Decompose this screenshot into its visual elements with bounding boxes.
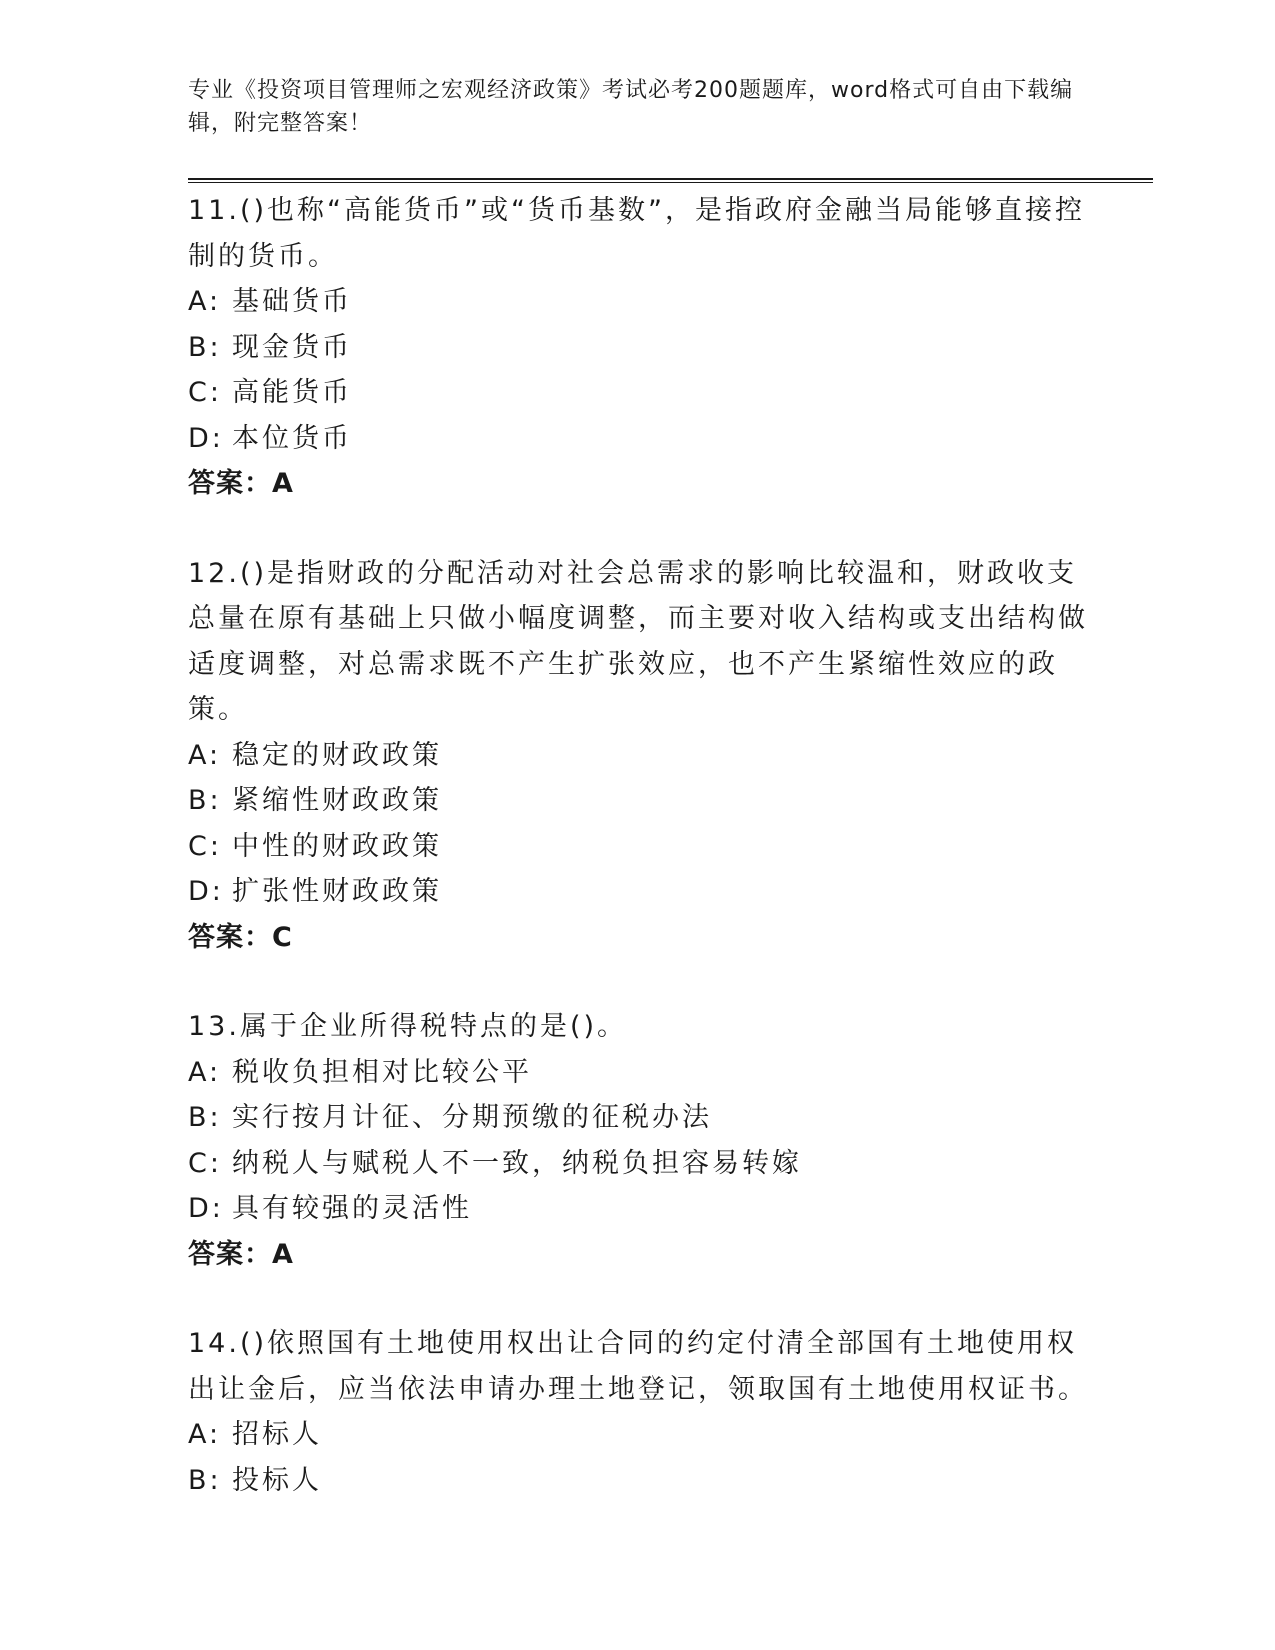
option-text: 投标人 <box>232 1464 322 1496</box>
option-text: 中性的财政政策 <box>232 830 442 862</box>
option-text: 现金货币 <box>232 331 352 363</box>
option-b <box>188 778 1088 824</box>
option-letter: A: <box>188 1419 222 1450</box>
option-d <box>188 869 1088 915</box>
question-stem: 12.()是指财政的分配活动对社会总需求的影响比较温和，财政收支总量在原有基础上只做小幅度调整，而主要对收入结构或支出结构做适度调整，对总需求既不产生扩张效应，也不产生紧缩性效应的政策。 <box>188 557 1088 725</box>
option-text: 基础货币 <box>232 286 352 317</box>
document-intro: 专业《投资项目管理师之宏观经济政策》考试必考200题题库，word格式可自由下载编辑，附完整答案！ <box>188 78 1074 136</box>
option-letter: B: <box>188 785 222 816</box>
option-text: 稳定的财政政策 <box>232 739 442 771</box>
option-text: 实行按月计征、分期预缴的征税办法 <box>232 1102 712 1133</box>
option-letter: D: <box>188 1193 224 1224</box>
option-letter: B: <box>188 1464 222 1496</box>
question-item <box>188 1004 1088 1277</box>
option-letter: C: <box>188 830 222 862</box>
option-letter: D: <box>188 422 224 454</box>
option-c <box>188 824 1088 870</box>
answer-line: 答案：A <box>188 468 294 499</box>
option-letter: B: <box>188 331 222 363</box>
option-d <box>188 1186 1088 1232</box>
header-divider <box>188 178 1153 183</box>
option-c <box>188 1141 1088 1187</box>
option-b <box>188 1458 1088 1504</box>
question-list <box>188 188 1088 1547</box>
option-text: 税收负担相对比较公平 <box>232 1056 532 1088</box>
option-text: 扩张性财政政策 <box>232 876 442 907</box>
option-letter: A: <box>188 739 222 771</box>
option-a <box>188 1412 1088 1458</box>
option-c <box>188 370 1088 416</box>
question-stem: 14.()依照国有土地使用权出让合同的约定付清全部国有土地使用权出让金后，应当依法申请办理土地登记，领取国有土地使用权证书。 <box>188 1328 1088 1405</box>
option-text: 高能货币 <box>232 377 352 408</box>
option-text: 具有较强的灵活性 <box>232 1193 472 1224</box>
option-letter: B: <box>188 1102 222 1133</box>
option-letter: C: <box>188 377 222 408</box>
option-b <box>188 325 1088 371</box>
question-item <box>188 551 1088 961</box>
question-stem: 11.()也称“高能货币”或“货币基数”，是指政府金融当局能够直接控制的货币。 <box>188 195 1085 272</box>
question-item <box>188 1321 1088 1503</box>
option-letter: A: <box>188 286 222 317</box>
option-a <box>188 1050 1088 1096</box>
answer-line: 答案：A <box>188 1238 294 1270</box>
option-text: 纳税人与赋税人不一致，纳税负担容易转嫁 <box>232 1147 802 1179</box>
option-a <box>188 733 1088 779</box>
option-a <box>188 279 1088 325</box>
question-stem: 13.属于企业所得税特点的是()。 <box>188 1011 628 1042</box>
option-d <box>188 416 1088 462</box>
option-letter: C: <box>188 1147 222 1179</box>
answer-line: 答案：C <box>188 921 293 953</box>
option-text: 本位货币 <box>232 422 352 454</box>
option-letter: A: <box>188 1056 222 1088</box>
option-letter: D: <box>188 876 224 907</box>
question-item <box>188 188 1088 507</box>
option-text: 招标人 <box>232 1419 322 1450</box>
option-text: 紧缩性财政政策 <box>232 785 442 816</box>
option-b <box>188 1095 1088 1141</box>
